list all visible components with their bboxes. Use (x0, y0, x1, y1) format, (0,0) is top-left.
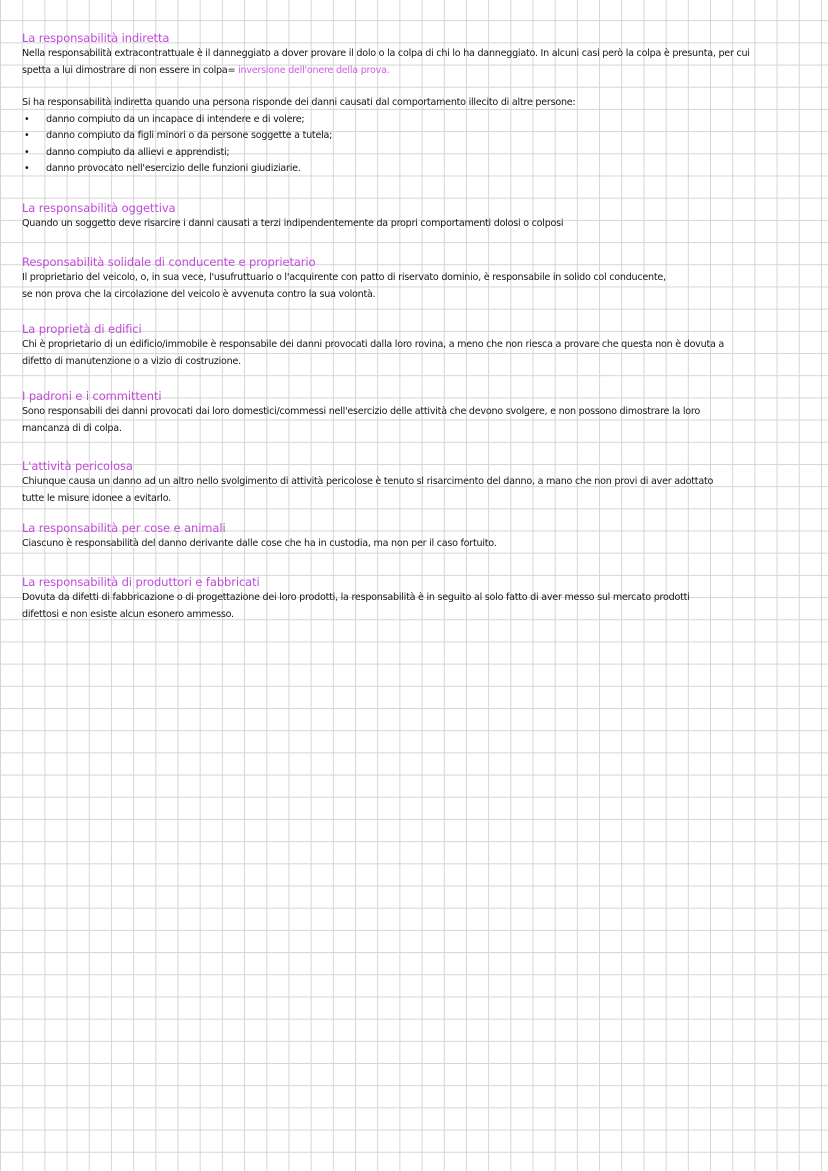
body-line: tutte le misure idonee a evitarlo. (22, 492, 171, 504)
intro-line: Si ha responsabilità indiretta quando una persona risponde dei danni causati dal comportamento illecito di altre persone: (22, 97, 576, 108)
bullet-icon: • (24, 130, 30, 141)
bullet-icon: • (24, 163, 30, 174)
highlight-text: inversione dell'onere della prova. (238, 64, 390, 76)
spacer (22, 79, 812, 95)
list-item (22, 112, 812, 129)
section-body (22, 46, 812, 178)
bullet-list (22, 112, 812, 178)
bullet-icon: • (24, 146, 30, 158)
section-body (22, 337, 812, 370)
section-heading: L'attività pericolosa (22, 459, 133, 473)
section-body (22, 536, 812, 553)
list-item-text: danno provocato nell'esercizio delle funzioni giudiziarie. (46, 163, 301, 174)
body-line: difetto di manutenzione o a vizio di costruzione. (22, 355, 241, 367)
section-padroni-committenti (22, 388, 812, 437)
list-item-text: danno compiuto da allievi e apprendisti; (46, 146, 230, 158)
section-body (22, 404, 812, 437)
body-line: mancanza di di colpa. (22, 422, 122, 434)
section-produttori-fabbricati (22, 574, 812, 623)
list-item (22, 145, 812, 162)
section-body (22, 474, 812, 507)
section-body (22, 270, 812, 303)
bullet-icon: • (24, 113, 30, 125)
section-responsabilita-indiretta (22, 30, 812, 178)
body-line: Chi è proprietario di un edificio/immobile è responsabile dei danni provocati dalla loro rovina, a meno che non riesca a provare che questa non è dovuta a (22, 339, 725, 350)
body-line: Sono responsabili dei danni provocati dai loro domestici/commessi nell'esercizio delle attività che devono svolgere, e non possono dimostrare la loro (22, 406, 700, 417)
section-heading: La responsabilità oggettiva (22, 201, 176, 215)
section-proprieta-edifici (22, 321, 812, 370)
section-cose-animali (22, 520, 812, 553)
list-item-text: danno compiuto da un incapace di intendere e di volere; (46, 113, 305, 125)
body-line: Ciascuno è responsabilità del danno derivante dalle cose che ha in custodia, ma non per il caso fortuito. (22, 538, 497, 549)
section-responsabilita-solidale (22, 254, 812, 303)
section-heading: La responsabilità di produttori e fabbricati (22, 575, 260, 589)
body-line: Nella responsabilità extracontrattuale è il danneggiato a dover provare il dolo o la colpa di chi lo ha danneggiato. In alcuni casi però la colpa è presunta, per cui (22, 48, 750, 59)
section-heading: La proprietà di edifici (22, 322, 142, 336)
body-line: Dovuta da difetti di fabbricazione o di progettazione dei loro prodotti, la responsabilità è in seguito al solo fatto di aver messo sul mercato prodotti (22, 592, 690, 603)
section-body (22, 590, 812, 623)
section-responsabilita-oggettiva (22, 200, 812, 233)
section-attivita-pericolosa (22, 458, 812, 507)
list-item-text: danno compiuto da figli minori o da persone soggette a tutela; (46, 130, 333, 141)
body-line: Quando un soggetto deve risarcire i danni causati a terzi indipendentemente da propri comportamenti dolosi o colposi (22, 218, 564, 229)
list-item (22, 161, 812, 178)
body-line (22, 63, 812, 80)
section-heading: La responsabilità indiretta (22, 31, 170, 45)
body-line: Chiunque causa un danno ad un altro nello svolgimento di attività pericolose è tenuto sl risarcimento del danno, a mano che non provi di aver adottato (22, 476, 714, 487)
list-item (22, 128, 812, 145)
body-line: se non prova che la circolazione del veicolo è avvenuta contro la sua volontà. (22, 288, 376, 300)
body-line: difettosi e non esiste alcun esonero ammesso. (22, 608, 234, 620)
section-body (22, 216, 812, 233)
body-line-text: spetta a lui dimostrare di non essere in colpa= (22, 64, 239, 76)
section-heading: I padroni e i committenti (22, 389, 162, 403)
body-line: Il proprietario del veicolo, o, in sua vece, l'usufruttuario o l'acquirente con patto di riservato dominio, è responsabile in solido col conducente, (22, 272, 666, 283)
section-heading: La responsabilità per cose e animali (22, 521, 226, 535)
section-heading: Responsabilità solidale di conducente e proprietario (22, 255, 316, 269)
